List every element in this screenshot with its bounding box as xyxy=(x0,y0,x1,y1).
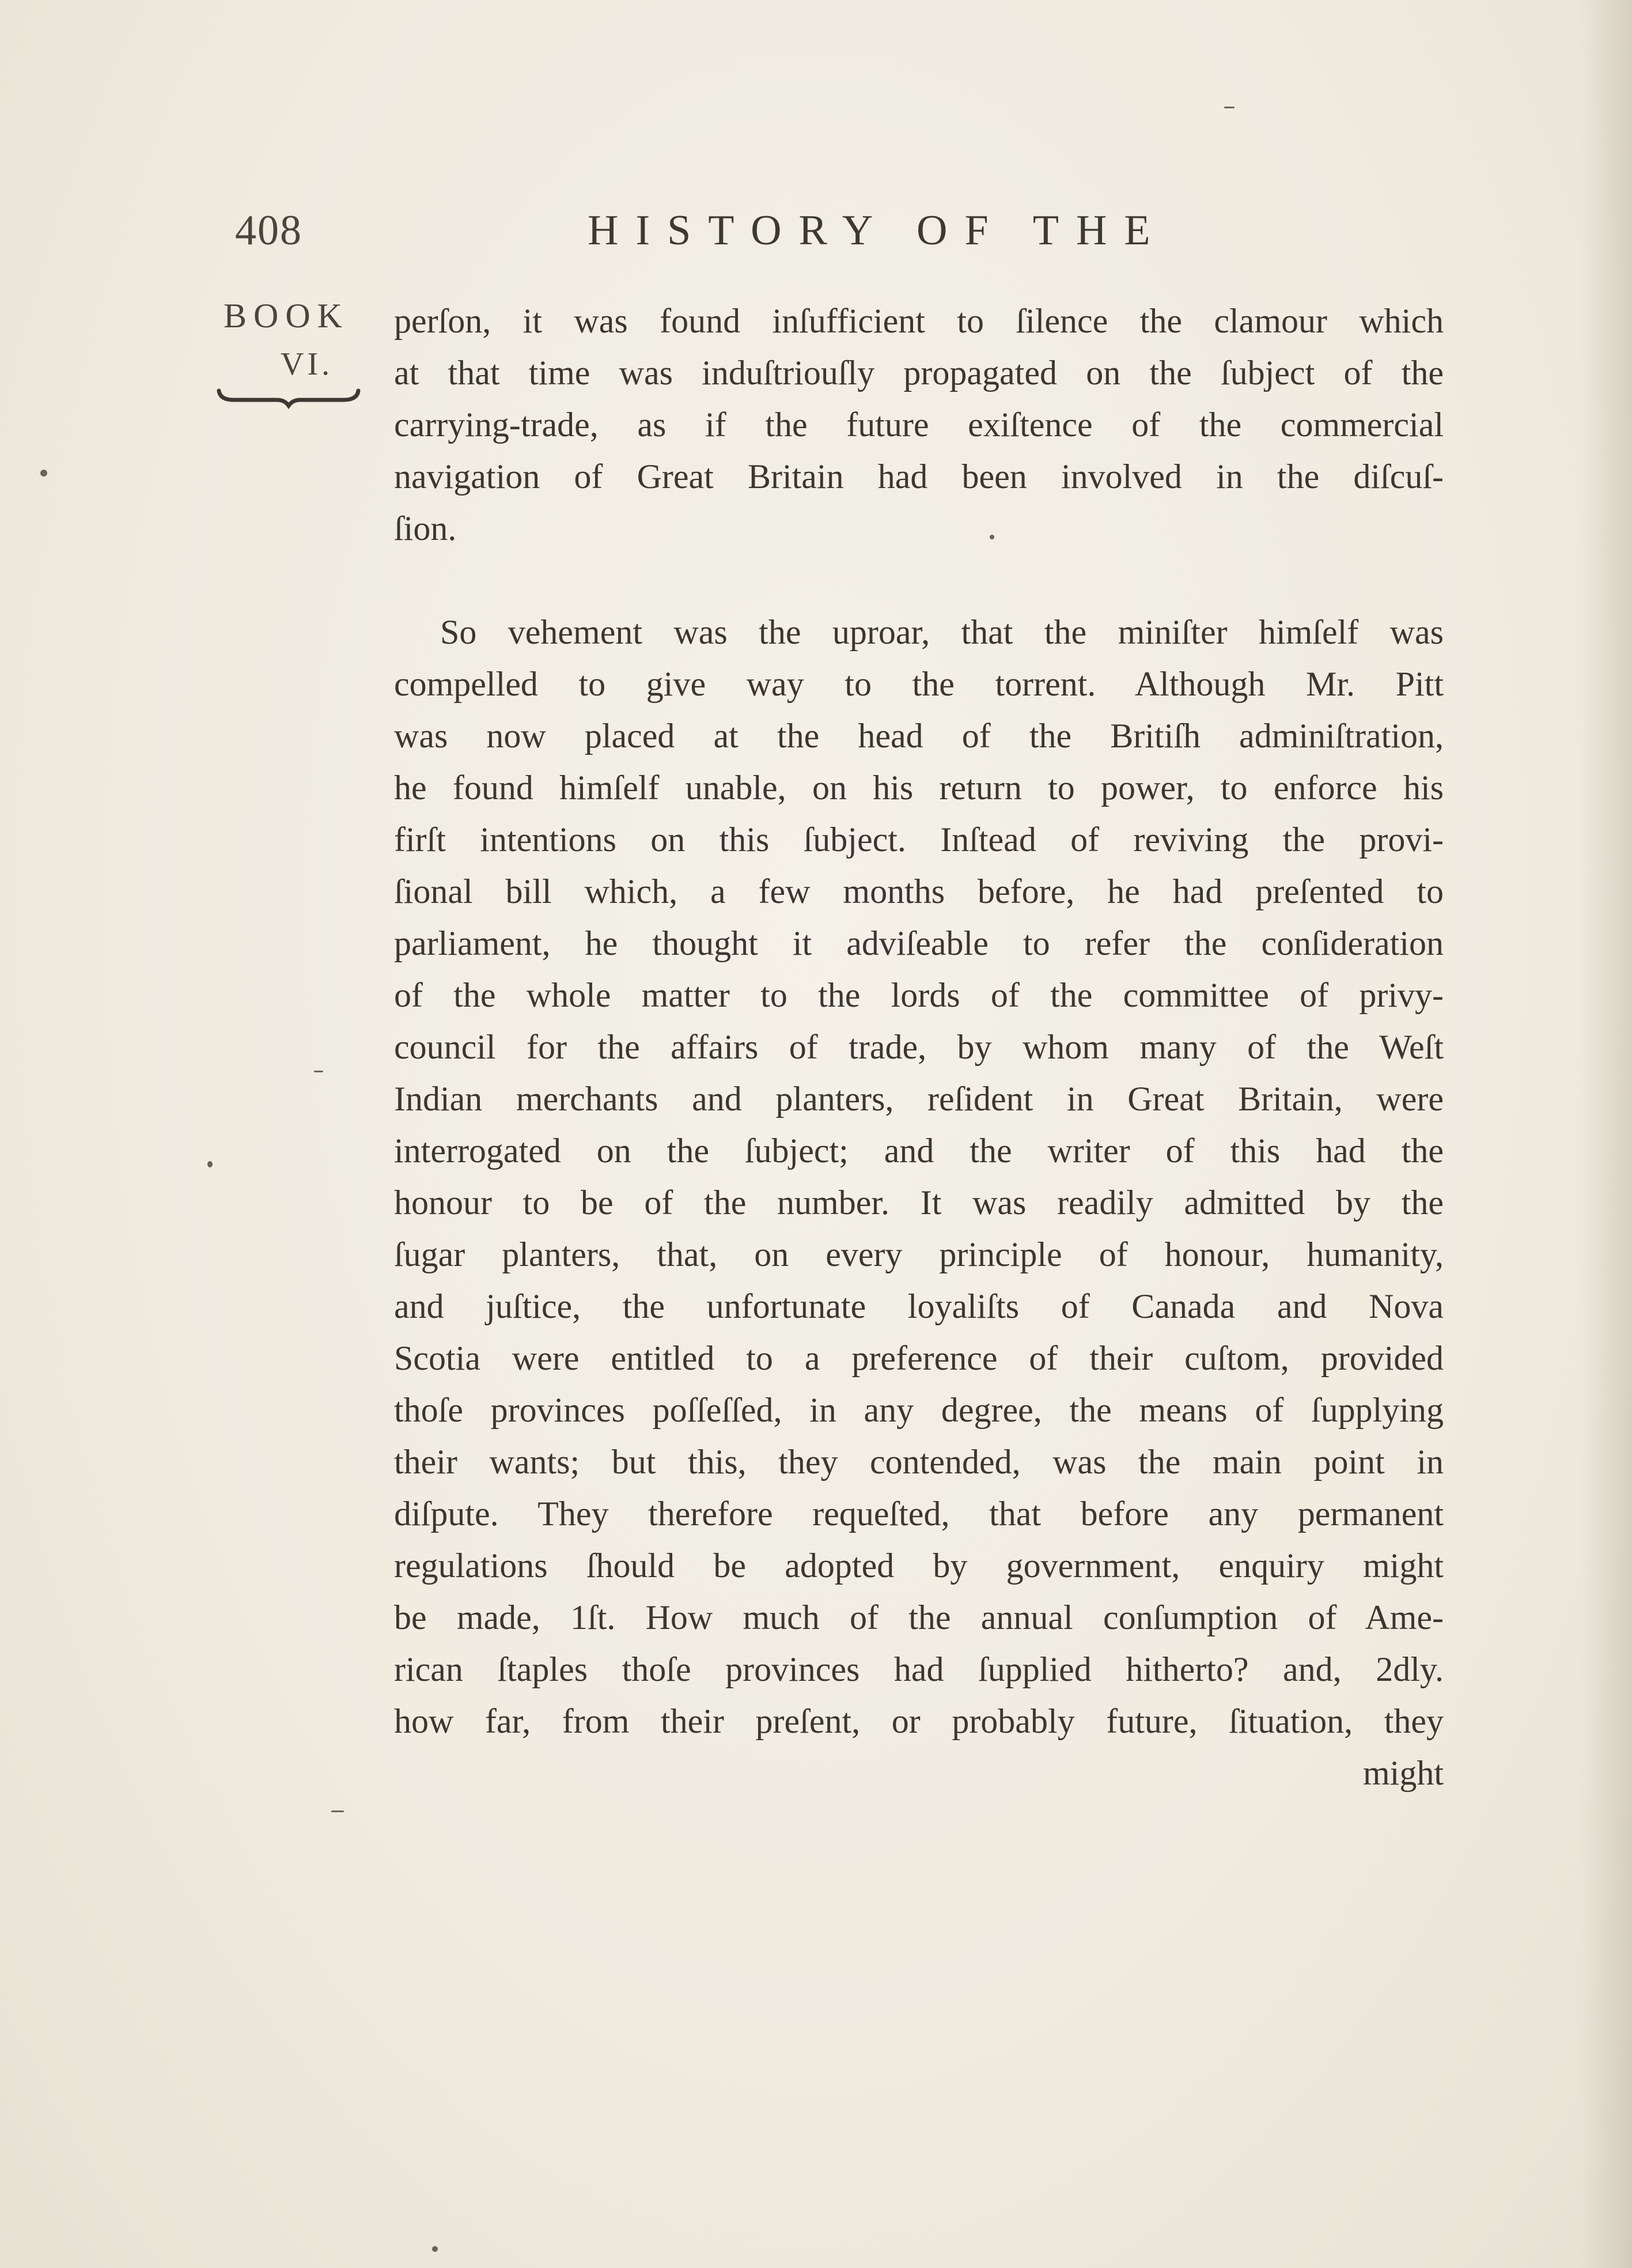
paper-speck xyxy=(331,1810,344,1812)
text-line: how far, from their preſent, or probably future, ſituation, they xyxy=(394,1702,1444,1740)
text-line: and juſtice, the unfortunate loyaliſts of Canada and Nova xyxy=(394,1287,1444,1325)
running-head: HISTORY OF THE xyxy=(588,207,1168,254)
text-line: parliament, he thought it adviſeable to refer the conſideration xyxy=(394,924,1444,962)
text-line: he found himſelf unable, on his return to power, to enforce his xyxy=(394,769,1444,807)
gutter-shadow xyxy=(1580,0,1632,2268)
brace-ornament-icon xyxy=(217,387,361,410)
text-line: their wants; but this, they contended, was the main point in xyxy=(394,1443,1444,1481)
text-line: was now placed at the head of the Britiſh adminiſtration, xyxy=(394,717,1444,755)
text-line: Scotia were entitled to a preference of their cuſtom, provided xyxy=(394,1339,1444,1377)
paper-speck xyxy=(990,535,994,539)
margin-book-label: BOOK xyxy=(224,297,350,335)
paper-speck xyxy=(314,1071,323,1072)
paragraph-gap xyxy=(394,554,1444,606)
paper-speck xyxy=(432,2246,438,2252)
text-line: ſional bill which, a few months before, he had preſented to xyxy=(394,872,1444,910)
paper-speck xyxy=(207,1161,213,1167)
text-line: of the whole matter to the lords of the committee of privy- xyxy=(394,976,1444,1014)
text-line: at that time was induſtriouſly propagated on the ſubject of the xyxy=(394,354,1444,392)
paper-speck xyxy=(1224,107,1235,108)
paper-speck xyxy=(40,470,47,477)
text-line: firſt intentions on this ſubject. Inſtead of reviving the provi- xyxy=(394,821,1444,859)
text-line: diſpute. They therefore requeſted, that before any permanent xyxy=(394,1495,1444,1533)
text-line: So vehement was the uproar, that the miniſter himſelf was xyxy=(440,613,1444,651)
page-number: 408 xyxy=(235,207,302,254)
text-line: compelled to give way to the torrent. Although Mr. Pitt xyxy=(394,665,1444,703)
main-text xyxy=(394,295,1444,1799)
text-line: be made, 1ſt. How much of the annual conſumption of Ame- xyxy=(394,1598,1444,1636)
text-line: perſon, it was found inſufficient to ſilence the clamour which xyxy=(394,302,1444,340)
text-line: honour to be of the number. It was readily admitted by the xyxy=(394,1184,1444,1222)
text-line: regulations ſhould be adopted by government, enquiry might xyxy=(394,1547,1444,1585)
text-line: ſugar planters, that, on every principle of honour, humanity, xyxy=(394,1235,1444,1273)
text-line: rican ſtaples thoſe provinces had ſupplied hitherto? and, 2dly. xyxy=(394,1650,1444,1688)
text-line: navigation of Great Britain had been involved in the diſcuſ- xyxy=(394,458,1444,496)
text-line: council for the affairs of trade, by whom many of the Weſt xyxy=(394,1028,1444,1066)
text-line: ſion. xyxy=(394,509,457,547)
margin-book-number: VI. xyxy=(281,346,334,382)
text-line: Indian merchants and planters, reſident in Great Britain, were xyxy=(394,1080,1444,1118)
catchword: might xyxy=(1362,1754,1444,1792)
text-line: carrying-trade, as if the future exiſtence of the commercial xyxy=(394,406,1444,444)
text-line: interrogated on the ſubject; and the writer of this had the xyxy=(394,1132,1444,1170)
text-line: thoſe provinces poſſeſſed, in any degree, the means of ſupplying xyxy=(394,1391,1444,1429)
